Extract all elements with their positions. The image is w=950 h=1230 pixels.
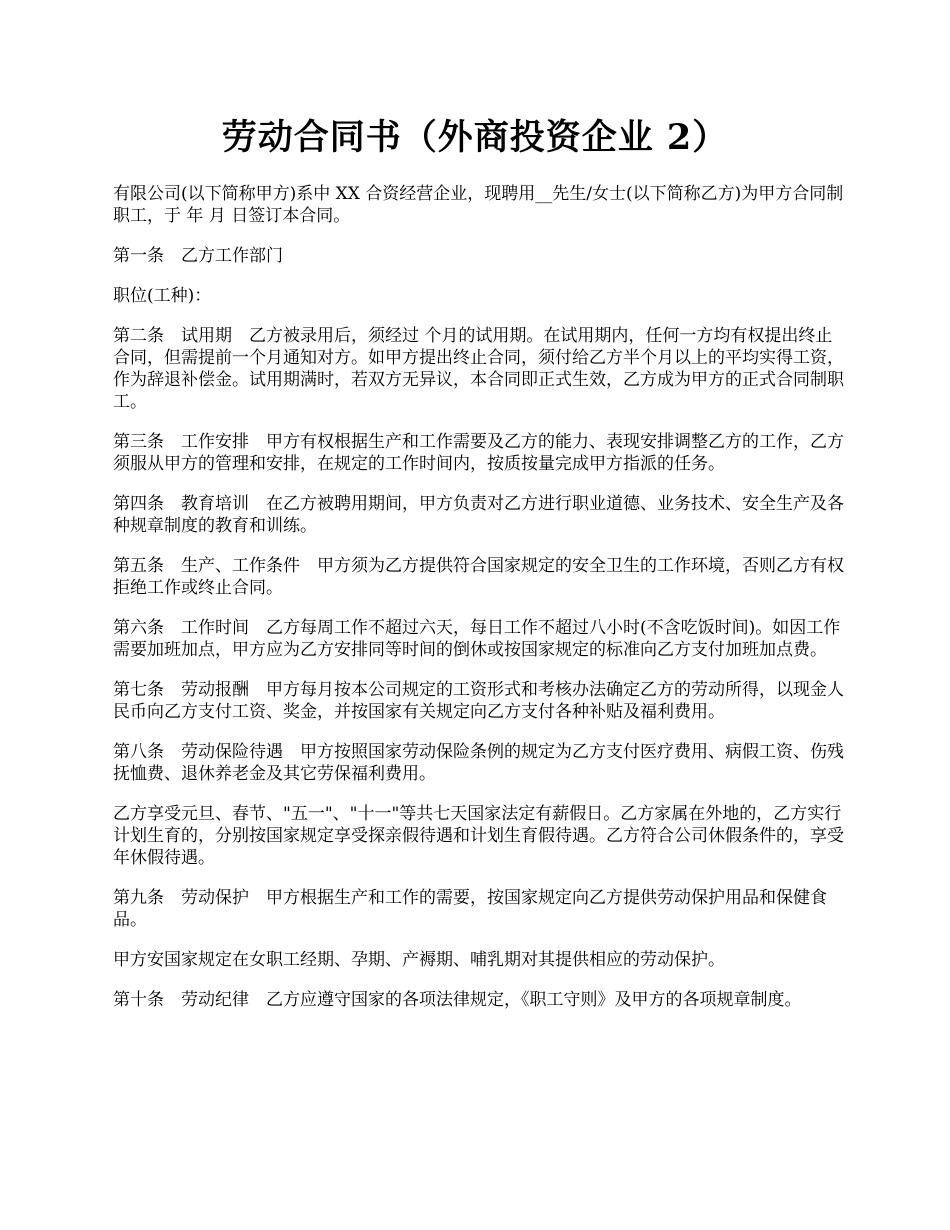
holiday-paragraph: 乙方享受元旦、春节、"五一"、"十一"等共七天国家法定有薪假日。乙方家属在外地的，乙方实行计划生育的，分别按国家规定享受探亲假待遇和计划生育假待遇。乙方符合公司休假条件的，享受年休假待遇。	[113, 804, 844, 868]
article-1-paragraph: 第一条 乙方工作部门	[113, 246, 283, 266]
article-5-paragraph: 第五条 生产、工作条件 甲方须为乙方提供符合国家规定的安全卫生的工作环境，否则乙方有权拒绝工作或终止合同。	[113, 556, 844, 598]
intro-paragraph: 有限公司(以下简称甲方)系中 XX 合资经营企业，现聘用__先生/女士(以下简称乙方)为甲方合同制职工，于 年 月 日签订本合同。	[113, 184, 844, 226]
document-body	[113, 183, 849, 1029]
position-paragraph: 职位(工种)：	[113, 286, 212, 306]
article-2-paragraph: 第二条 试用期 乙方被录用后，须经过 个月的试用期。在试用期内，任何一方均有权提出终止合同，但需提前一个月通知对方。如甲方提出终止合同，须付给乙方半个月以上的平均实得工资，作为辞退补偿金。试用期满时，若双方无异议，本合同即正式生效，乙方成为甲方的正式合同制职工。	[113, 326, 844, 412]
article-8-paragraph: 第八条 劳动保险待遇 甲方按照国家劳动保险条例的规定为乙方支付医疗费用、病假工资、伤残抚恤费、退休养老金及其它劳保福利费用。	[113, 742, 844, 784]
article-9-paragraph: 第九条 劳动保护 甲方根据生产和工作的需要，按国家规定向乙方提供劳动保护用品和保健食品。	[113, 888, 827, 930]
article-10-paragraph: 第十条 劳动纪律 乙方应遵守国家的各项法律规定，《职工守则》及甲方的各项规章制度。	[113, 990, 802, 1010]
article-7-paragraph: 第七条 劳动报酬 甲方每月按本公司规定的工资形式和考核办法确定乙方的劳动所得，以现金人民币向乙方支付工资、奖金，并按国家有关规定向乙方支付各种补贴及福利费用。	[113, 680, 844, 722]
document-title: 劳动合同书（外商投资企业 2）	[221, 117, 729, 158]
article-6-paragraph: 第六条 工作时间 乙方每周工作不超过六天，每日工作不超过八小时(不含吃饭时间)。如因工作需要加班加点，甲方应为乙方安排同等时间的倒休或按国家规定的标准向乙方支付加班加点费。	[113, 618, 841, 660]
article-4-paragraph: 第四条 教育培训 在乙方被聘用期间，甲方负责对乙方进行职业道德、业务技术、安全生产及各种规章制度的教育和训练。	[113, 494, 844, 536]
article-3-paragraph: 第三条 工作安排 甲方有权根据生产和工作需要及乙方的能力、表现安排调整乙方的工作，乙方须服从甲方的管理和安排，在规定的工作时间内，按质按量完成甲方指派的任务。	[113, 432, 844, 474]
female-protection-paragraph: 甲方安国家规定在女职工经期、孕期、产褥期、哺乳期对其提供相应的劳动保护。	[113, 950, 725, 970]
